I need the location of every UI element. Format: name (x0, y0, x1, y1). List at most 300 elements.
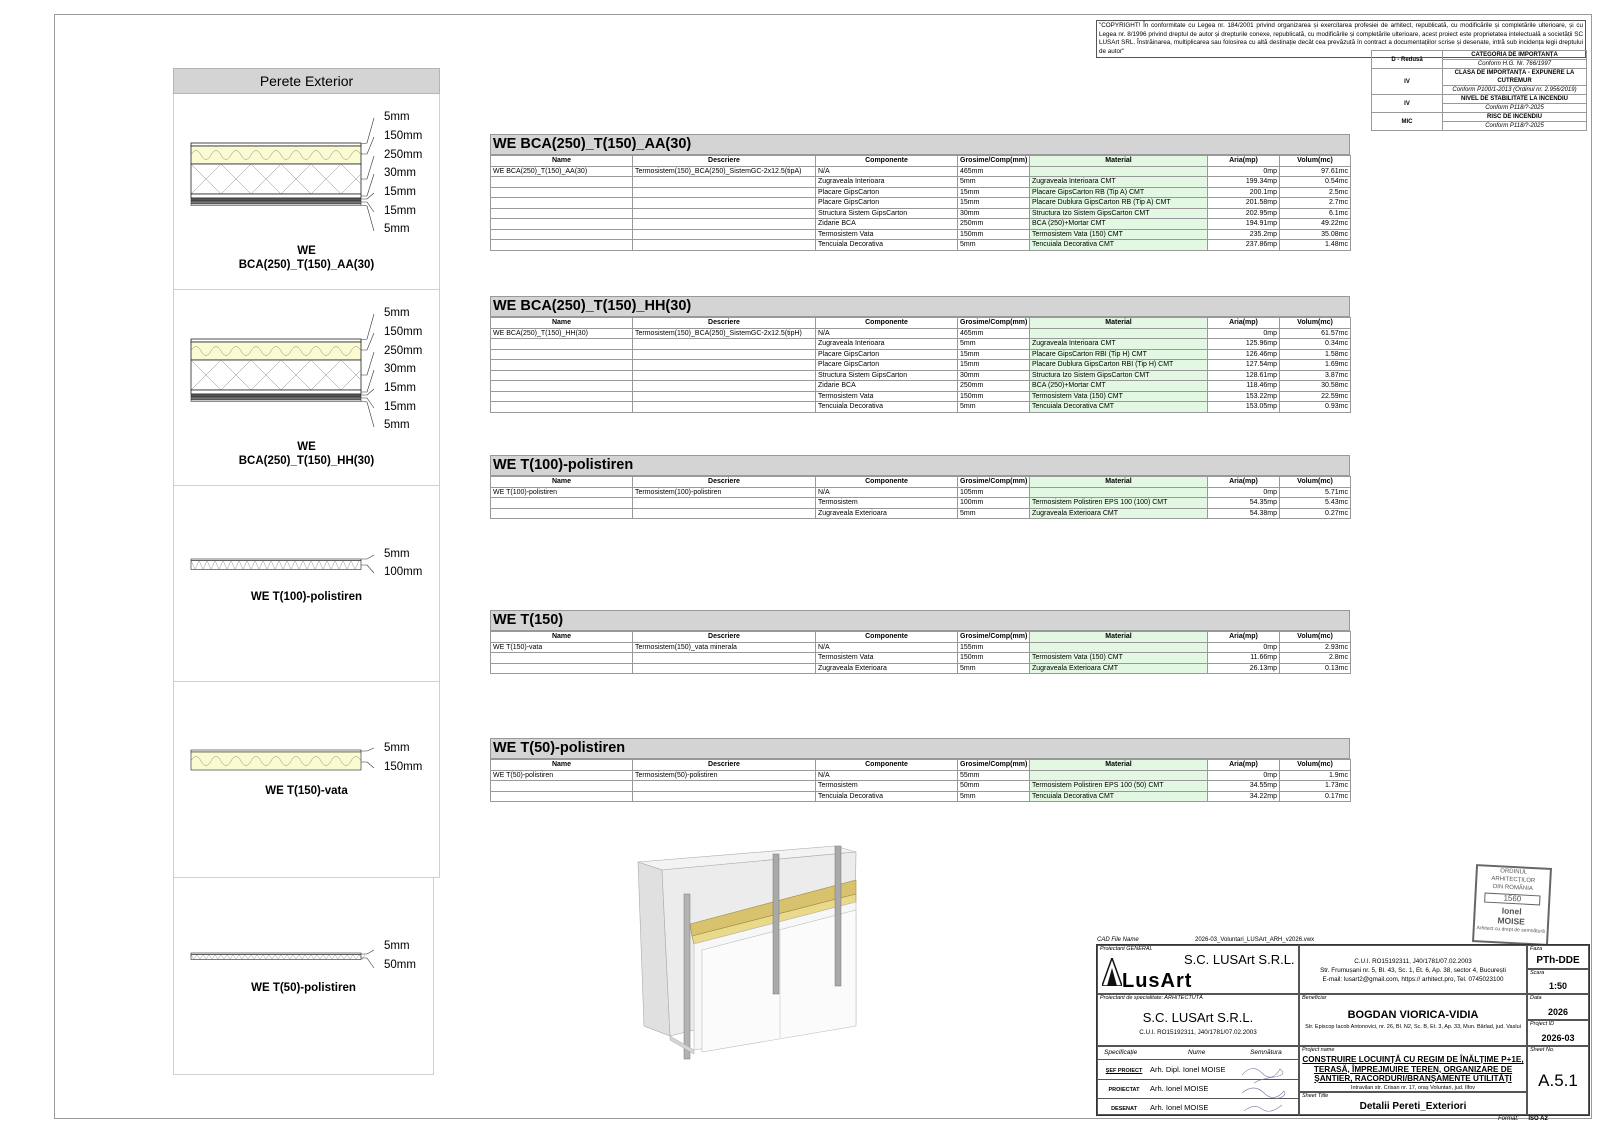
table-row (491, 240, 1351, 251)
table-cell: Termosistem (816, 498, 958, 509)
sheet-title-cell (1299, 1092, 1527, 1115)
wall-detail-t50 (173, 878, 434, 1075)
table-cell: Zugraveala Interioara CMT (1030, 177, 1208, 188)
title-block (1096, 944, 1590, 1116)
table-cell (491, 360, 633, 371)
table-row (491, 187, 1351, 198)
specialty-company: S.C. LUSArt S.R.L. (1142, 1010, 1254, 1025)
table-row (491, 381, 1351, 392)
table-cell: 250mm (958, 381, 1030, 392)
table-cell: Tencuiala Decorativa (816, 791, 958, 802)
table-cell: 5mm (958, 663, 1030, 674)
table-cell: 5mm (958, 177, 1030, 188)
cad-file-label: CAD File Name (1097, 937, 1139, 943)
specialty-designer-cell (1097, 994, 1299, 1046)
company-contact: E-mail: lusart2@gmail.com, https:// arhitect.pro, Tel. 0745023100 (1322, 976, 1504, 983)
table-cell (491, 498, 633, 509)
table-cell: 150mm (958, 391, 1030, 402)
column-header: Aria(mp) (1208, 156, 1280, 167)
table-cell: 126.46mp (1208, 349, 1280, 360)
table-cell: BCA (250)+Mortar CMT (1030, 381, 1208, 392)
table-cell (491, 339, 633, 350)
sheet-title-label: Sheet Title (1302, 1093, 1329, 1099)
category-value: MIC (1372, 113, 1443, 131)
table-cell (633, 402, 816, 413)
table-row (491, 328, 1351, 339)
wall-section-t50-drawing (174, 878, 441, 1073)
table-cell (491, 402, 633, 413)
table-cell (633, 498, 816, 509)
column-header: Descriere (633, 760, 816, 771)
phase-value: PTh-DDE (1536, 955, 1580, 966)
column-header: Volum(mc) (1280, 318, 1351, 329)
date-value: 2026 (1547, 1007, 1569, 1017)
table-cell (1030, 642, 1208, 653)
column-header: Material (1030, 477, 1208, 488)
table-cell: 235.2mp (1208, 229, 1280, 240)
dim-label: 5mm (384, 548, 410, 560)
stamp-first-name: Ionel (1501, 905, 1522, 917)
table-cell: 0mp (1208, 770, 1280, 781)
table-cell: 1.48mc (1280, 240, 1351, 251)
table-cell: Placare GipsCarton RB (Tip A) CMT (1030, 187, 1208, 198)
format-label: Format: ISO A2 (1498, 1116, 1548, 1122)
table-cell (491, 219, 633, 230)
table-cell: 1.73mc (1280, 781, 1351, 792)
table-cell: Zugraveala Exterioara (816, 508, 958, 519)
table-cell: 0.93mc (1280, 402, 1351, 413)
wall-detail-hh (173, 290, 440, 486)
table-cell: 0mp (1208, 642, 1280, 653)
table-cell: 153.05mp (1208, 402, 1280, 413)
category-ref: Conform P118/?-2025 (1443, 104, 1587, 113)
table-cell: Placare GipsCarton (816, 187, 958, 198)
table-cell: 5.43mc (1280, 498, 1351, 509)
column-header: Descriere (633, 156, 816, 167)
table-row (491, 791, 1351, 802)
table-cell: 5mm (958, 791, 1030, 802)
table-title: WE T(150) (490, 610, 1350, 631)
table-cell: WE T(100)-polistiren (491, 487, 633, 498)
table-cell: 50mm (958, 781, 1030, 792)
column-header: Name (491, 156, 633, 167)
table-cell: Termosistem Vata (150) CMT (1030, 391, 1208, 402)
table-cell: Tencuiala Decorativa (816, 402, 958, 413)
table-cell (633, 349, 816, 360)
wall-section-t100-drawing (174, 486, 441, 681)
table-cell (491, 391, 633, 402)
table-cell: 465mm (958, 166, 1030, 177)
category-ref: Conform H.G. Nr. 766/1997 (1443, 60, 1587, 69)
column-header: Aria(mp) (1208, 477, 1280, 488)
project-id-value: 2026-03 (1541, 1033, 1575, 1043)
company-logo: LusArt (1122, 970, 1193, 992)
table-cell: 127.54mp (1208, 360, 1280, 371)
table-cell: Termosistem Vata (816, 229, 958, 240)
project-id-label: Project ID (1530, 1021, 1555, 1027)
beneficiary-label: Beneficiar (1302, 995, 1327, 1001)
table-row (491, 229, 1351, 240)
table-row (491, 219, 1351, 230)
wall-detail-t150 (173, 682, 440, 878)
wall-name: WE BCA(250)_T(150)_HH(30) (238, 441, 375, 467)
dim-label: 250mm (384, 345, 423, 357)
table-header-row (491, 632, 1351, 643)
table-cell: 128.61mp (1208, 370, 1280, 381)
scale-value: 1:50 (1548, 981, 1567, 991)
project-name-cell (1299, 1046, 1527, 1092)
table-cell: Structura Izo Sistem GipsCarton CMT (1030, 208, 1208, 219)
table-cell (1030, 487, 1208, 498)
table-cell: N/A (816, 166, 958, 177)
wall-schedule-table (490, 610, 1350, 674)
table-cell (491, 198, 633, 209)
table-cell: 105mm (958, 487, 1030, 498)
table-cell (633, 198, 816, 209)
table-cell: 1.9mc (1280, 770, 1351, 781)
table-cell: Termosistem(150)_BCA(250)_SistemGC-2x12.5(tipH) (633, 328, 816, 339)
stamp-last-name: MOISE (1497, 915, 1526, 927)
table-cell: WE T(150)-vata (491, 642, 633, 653)
table-row (491, 370, 1351, 381)
stamp-text: ORDINUL ARHITECȚILOR (1491, 868, 1536, 885)
table-cell: 30mm (958, 208, 1030, 219)
table-cell: 465mm (958, 328, 1030, 339)
dim-label: 150mm (384, 326, 423, 338)
project-name-label: Project name (1302, 1047, 1335, 1053)
table-cell: Tencuiala Decorativa CMT (1030, 240, 1208, 251)
category-ref: Conform P118/?-2025 (1443, 122, 1587, 131)
specialty-company-info: C.U.I. RO15192311, J40/1781/07.02.2003 (1139, 1029, 1257, 1036)
dim-label: 5mm (384, 223, 410, 235)
table-row (491, 349, 1351, 360)
table-cell: 0.17mc (1280, 791, 1351, 802)
dim-label: 15mm (384, 401, 416, 413)
wall-schedule-table (490, 455, 1350, 519)
table-cell: 3.87mc (1280, 370, 1351, 381)
column-header: Name (491, 760, 633, 771)
table-cell (491, 208, 633, 219)
beneficiary-cell (1299, 994, 1527, 1046)
table-cell: Zidarie BCA (816, 219, 958, 230)
dim-label: 15mm (384, 382, 416, 394)
scale-cell (1527, 969, 1589, 994)
table-cell: 1.69mc (1280, 360, 1351, 371)
dim-label: 150mm (384, 130, 423, 142)
table-cell (633, 508, 816, 519)
table-cell: 0mp (1208, 487, 1280, 498)
column-header: Descriere (633, 477, 816, 488)
table-cell (491, 187, 633, 198)
table-row (491, 402, 1351, 413)
table-cell: 15mm (958, 187, 1030, 198)
table-row (491, 642, 1351, 653)
table-cell: Termosistem(50)-polistiren (633, 770, 816, 781)
table-cell: 201.58mp (1208, 198, 1280, 209)
category-ref: Conform P100/1-2013 (Ordinul nr. 2.956/2019) (1443, 86, 1587, 95)
table-row (491, 498, 1351, 509)
column-header: Material (1030, 318, 1208, 329)
dim-label: 15mm (384, 205, 416, 217)
signature-scribbles (1238, 1061, 1298, 1115)
table-row (491, 487, 1351, 498)
table-cell (633, 339, 816, 350)
category-title: CLASA DE IMPORTANȚĂ - EXPUNERE LA CUTREMUR (1443, 69, 1587, 86)
wall-schedule-table (490, 296, 1350, 413)
table-cell (491, 370, 633, 381)
table-cell: 15mm (958, 360, 1030, 371)
column-header: Material (1030, 632, 1208, 643)
column-header: Componente (816, 156, 958, 167)
category-table (1371, 50, 1587, 131)
general-designer-label: Proiectant GENERAL (1100, 946, 1153, 952)
table-cell: Termosistem Vata (150) CMT (1030, 653, 1208, 664)
column-header: Volum(mc) (1280, 156, 1351, 167)
stamp-footer: Arhitect cu drept de semnătură (1476, 925, 1545, 935)
table-cell (1030, 770, 1208, 781)
table-cell (633, 781, 816, 792)
category-title: NIVEL DE STABILITATE LA INCENDIU (1443, 95, 1587, 104)
table-cell: 6.1mc (1280, 208, 1351, 219)
table-cell (633, 177, 816, 188)
project-address: Intravilan str. Crisan nr. 17, oraș Voluntari, jud. Ilfov (1350, 1084, 1476, 1091)
column-header: Volum(mc) (1280, 760, 1351, 771)
table-cell: 2.7mc (1280, 198, 1351, 209)
phase-cell (1527, 945, 1589, 969)
dim-label: 5mm (384, 419, 410, 431)
category-title: CATEGORIA DE IMPORTANȚĂ (1443, 51, 1587, 60)
table-row (491, 339, 1351, 350)
column-header: Grosime/Comp(mm) (958, 156, 1030, 167)
table-cell: Placare Dublura GipsCarton RBI (Tip H) CMT (1030, 360, 1208, 371)
table-cell: 49.22mc (1280, 219, 1351, 230)
table-cell: 5mm (958, 240, 1030, 251)
wall-name: WE T(50)-polistiren (251, 982, 356, 994)
table-row (491, 177, 1351, 188)
table-cell: Termosistem Vata (816, 653, 958, 664)
table-cell: 2.5mc (1280, 187, 1351, 198)
table-cell: Placare GipsCarton RBI (Tip H) CMT (1030, 349, 1208, 360)
table-row (491, 781, 1351, 792)
table-title: WE BCA(250)_T(150)_HH(30) (490, 296, 1350, 317)
column-header: Name (491, 477, 633, 488)
table-cell (633, 187, 816, 198)
wall-detail-t100 (173, 486, 440, 682)
table-cell (491, 240, 633, 251)
table-cell: Structura Sistem GipsCarton (816, 208, 958, 219)
table-row (491, 360, 1351, 371)
table-cell: 237.86mp (1208, 240, 1280, 251)
dim-label: 15mm (384, 186, 416, 198)
specialty-label: Proiectant de specialitate: ARHITECTUTĂ (1100, 995, 1203, 1001)
table-row (491, 208, 1351, 219)
wall-section-t150-drawing (174, 682, 441, 877)
table-cell (633, 370, 816, 381)
category-value: D - Redusă (1372, 51, 1443, 69)
column-header: Componente (816, 318, 958, 329)
table-header-row (491, 760, 1351, 771)
table-cell (491, 177, 633, 188)
category-value: IV (1372, 95, 1443, 113)
table-row (491, 770, 1351, 781)
table-row (491, 653, 1351, 664)
project-name: CONSTRUIRE LOCUINȚĂ CU REGIM DE ÎNĂLȚIME P+1E, TERASĂ, ÎMPREJMUIRE TEREN, ORGANIZARE DE ȘANTIER, RACORDURI/BRANȘAMENTE UTILITĂȚI (1302, 1055, 1524, 1083)
table-cell: 0mp (1208, 328, 1280, 339)
table-cell: 5mm (958, 402, 1030, 413)
table-title: WE BCA(250)_T(150)_AA(30) (490, 134, 1350, 155)
table-cell: Zugraveala Interioara (816, 339, 958, 350)
column-header: Material (1030, 156, 1208, 167)
wall-types-panel (173, 68, 440, 1075)
table-cell: 0.34mc (1280, 339, 1351, 350)
table-cell: Structura Sistem GipsCarton (816, 370, 958, 381)
table-cell: Placare GipsCarton (816, 349, 958, 360)
table-cell: 0mp (1208, 166, 1280, 177)
table-row (491, 166, 1351, 177)
table-cell: 0.27mc (1280, 508, 1351, 519)
table-cell: N/A (816, 770, 958, 781)
sheet-number-label: Sheet No. (1530, 1047, 1555, 1053)
table-cell: 15mm (958, 198, 1030, 209)
table-row (491, 198, 1351, 209)
wall-schedule-table (490, 738, 1350, 802)
dim-label: 5mm (384, 307, 410, 319)
table-cell: 150mm (958, 653, 1030, 664)
table-header-row (491, 477, 1351, 488)
table-cell: Structura Izo Sistem GipsCarton CMT (1030, 370, 1208, 381)
table-cell: BCA (250)+Mortar CMT (1030, 219, 1208, 230)
beneficiary-name: BOGDAN VIORICA-VIDIA (1347, 1009, 1479, 1021)
table-cell: 100mm (958, 498, 1030, 509)
column-header: Grosime/Comp(mm) (958, 760, 1030, 771)
table-cell: 153.22mp (1208, 391, 1280, 402)
table-cell: 35.08mc (1280, 229, 1351, 240)
column-header: Aria(mp) (1208, 760, 1280, 771)
table-cell (633, 208, 816, 219)
table-header-row (491, 318, 1351, 329)
table-cell: 2.93mc (1280, 642, 1351, 653)
signature-cell (1097, 1046, 1299, 1115)
table-cell: Termosistem Vata (816, 391, 958, 402)
table-cell: Termosistem(150)_BCA(250)_SistemGC-2x12.5(tipA) (633, 166, 816, 177)
table-cell: 5.71mc (1280, 487, 1351, 498)
company-info: C.U.I. RO15192311, J40/1781/07.02.2003 (1354, 958, 1472, 965)
table-cell: 150mm (958, 229, 1030, 240)
column-header: Material (1030, 760, 1208, 771)
logo-mark-icon (1102, 958, 1122, 986)
sheet-number: A.5.1 (1538, 1071, 1578, 1090)
date-label: Data (1530, 995, 1542, 1001)
company-address: Str. Frumușani nr. 5, Bl. 43, Sc. 1, Et. 6, Ap. 38, sector 4, București (1320, 967, 1506, 974)
column-header: Name (491, 632, 633, 643)
table-cell: 34.22mp (1208, 791, 1280, 802)
wall-name: WE T(150)-vata (265, 785, 348, 797)
date-cell (1527, 994, 1589, 1020)
table-cell: 0.54mc (1280, 177, 1351, 188)
dim-label: 30mm (384, 363, 416, 375)
table-cell (491, 663, 633, 674)
table-cell: 1.58mc (1280, 349, 1351, 360)
dim-label: 250mm (384, 149, 423, 161)
table-header-row (491, 156, 1351, 167)
table-cell: N/A (816, 642, 958, 653)
table-row (491, 663, 1351, 674)
dim-label: 30mm (384, 167, 416, 179)
wall-detail-aa (173, 94, 440, 290)
phase-label: Faza (1530, 946, 1543, 952)
general-designer-cell (1097, 945, 1299, 994)
wall-axonometric-illustration (630, 840, 900, 1080)
table-cell: Placare GipsCarton (816, 198, 958, 209)
table-cell (491, 791, 633, 802)
wall-name: WE BCA(250)_T(150)_AA(30) (238, 245, 375, 271)
table-cell: 61.57mc (1280, 328, 1351, 339)
column-header: Aria(mp) (1208, 632, 1280, 643)
table-cell (633, 791, 816, 802)
dim-label: 5mm (384, 742, 410, 754)
column-header: Grosime/Comp(mm) (958, 318, 1030, 329)
table-cell (633, 663, 816, 674)
beneficiary-address: Str. Episcop Iacob Antonovici, nr. 26, Bl. N2, Sc. B, Et. 3, Ap. 33, Mun. Bârlad, jud. Vaslui (1305, 1024, 1521, 1030)
table-cell: 199.34mp (1208, 177, 1280, 188)
table-cell: 26.13mp (1208, 663, 1280, 674)
table-cell: Zidarie BCA (816, 381, 958, 392)
table-cell: N/A (816, 328, 958, 339)
column-header: Descriere (633, 632, 816, 643)
column-header: Name (491, 318, 633, 329)
wall-name: WE T(100)-polistiren (250, 591, 363, 603)
table-cell: Termosistem(150)_vata minerala (633, 642, 816, 653)
dim-label: 150mm (384, 761, 423, 773)
table-cell (633, 219, 816, 230)
table-cell (633, 381, 816, 392)
wall-types-header: Perete Exterior (173, 68, 440, 94)
table-cell: 11.66mp (1208, 653, 1280, 664)
table-cell: Termosistem (816, 781, 958, 792)
table-cell: Termosistem Polistiren EPS 100 (50) CMT (1030, 781, 1208, 792)
table-cell: Termosistem Polistiren EPS 100 (100) CMT (1030, 498, 1208, 509)
table-cell (1030, 166, 1208, 177)
table-cell: Termosistem Vata (150) CMT (1030, 229, 1208, 240)
architect-stamp (1472, 864, 1552, 946)
table-cell: 22.59mc (1280, 391, 1351, 402)
column-header: Volum(mc) (1280, 477, 1351, 488)
cad-file-name: 2026-03_Voluntari_LUSArt_ARH_v2026.vwx (1195, 937, 1315, 943)
table-cell (633, 391, 816, 402)
table-cell: Zugraveala Exterioara CMT (1030, 663, 1208, 674)
column-header: Descriere (633, 318, 816, 329)
table-cell: 55mm (958, 770, 1030, 781)
table-row (491, 391, 1351, 402)
table-cell (633, 229, 816, 240)
company-info-cell (1299, 945, 1527, 994)
category-title: RISC DE INCENDIU (1443, 113, 1587, 122)
company-name: S.C. LUSArt S.R.L. (1184, 952, 1295, 967)
table-cell: 97.61mc (1280, 166, 1351, 177)
table-cell (1030, 328, 1208, 339)
column-header: Aria(mp) (1208, 318, 1280, 329)
column-header: Componente (816, 477, 958, 488)
table-cell: 200.1mp (1208, 187, 1280, 198)
wall-schedule-table (490, 134, 1350, 251)
table-cell (491, 508, 633, 519)
sheet-title: Detalii Pereti_Exteriori (1359, 1101, 1467, 1112)
table-cell (633, 240, 816, 251)
stamp-number: 1560 (1484, 893, 1540, 906)
table-cell: 5mm (958, 508, 1030, 519)
table-cell: 30.58mc (1280, 381, 1351, 392)
copyright-notice: "COPYRIGHT! În conformitate cu Legea nr. 184/2001 privind organizarea și exercitarea profesiei de arhitect, republicată, cu modificările și completările ulterioare, și cu Legea nr. 8/1996 privind dreptul de autor și drepturile conexe, republicată, cu modificările și completările ulterioare, acest proiect este proprietatea intelectuală a societății SC LUSArt SRL. Înstrăinarea, multiplicarea sau folosirea cu altă destinație decât cea prevăzută în contract a documentațiilor scrise și desenate, intră sub incidența legii dreptului de autor" (1096, 20, 1586, 58)
